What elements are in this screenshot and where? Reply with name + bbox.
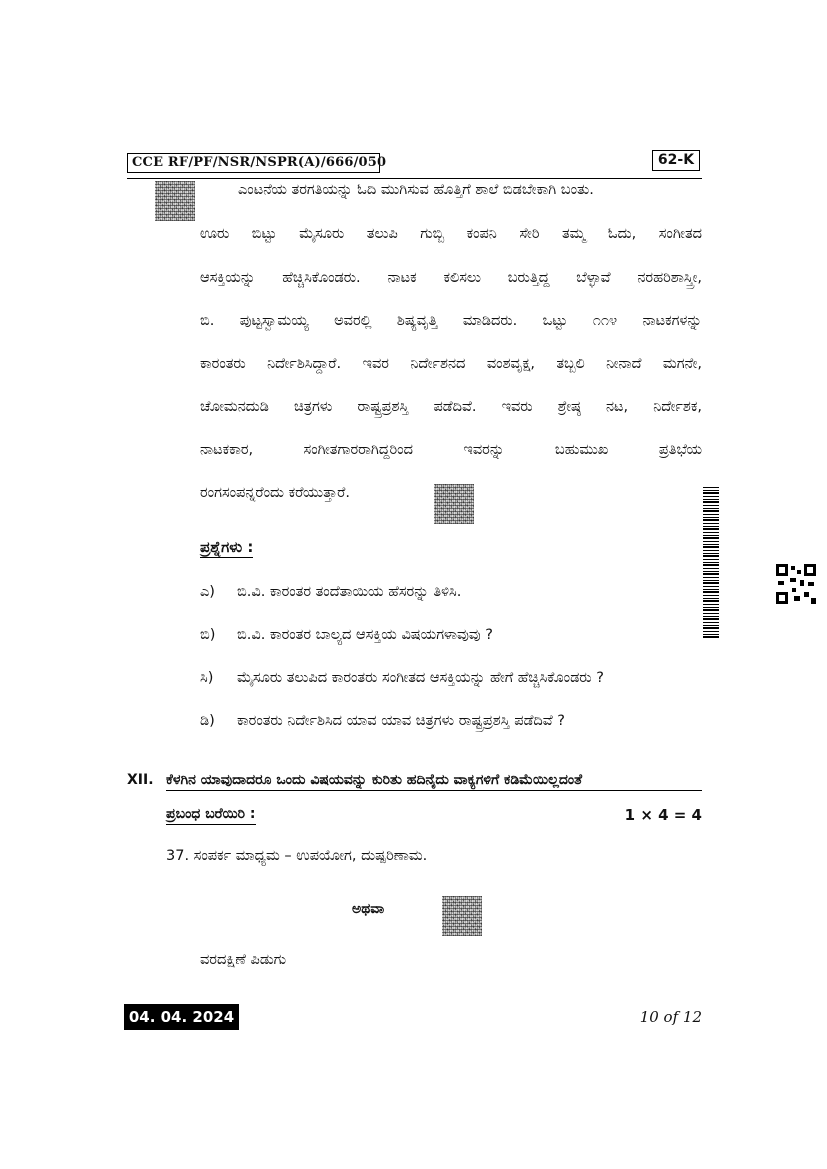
passage-line-5: ಕಾರಂತರು ನಿರ್ದೇಶಿಸಿದ್ದಾರೆ. ಇವರ ನಿರ್ದೇಶನದ ವಂಶವೃಕ್ಷ, ತಬ್ಬಲಿ ನೀನಾದೆ ಮಗನೇ, — [200, 356, 702, 372]
question-label-a: ಎ) — [200, 584, 215, 600]
exam-code: CCE RF/PF/NSR/NSPR(A)/666/050 — [127, 153, 380, 173]
question-text-c: ಮೈಸೂರು ತಲುಪಿದ ಕಾರಂತರು ಸಂಗೀತದ ಆಸಕ್ತಿಯನ್ನು ಹೇಗೆ ಹೆಚ್ಚಿಸಿಕೊಂಡರು ? — [237, 670, 604, 686]
exam-date: 04. 04. 2024 — [124, 1004, 239, 1030]
section-title-cont: ಪ್ರಬಂಧ ಬರೆಯಿರಿ : — [166, 806, 256, 825]
question-label-c: ಸಿ) — [200, 670, 214, 686]
passage-line-8: ರಂಗಸಂಪನ್ನರೆಂದು ಕರೆಯುತ್ತಾರೆ. — [200, 485, 350, 501]
passage-line-2: ಊರು ಬಿಟ್ಟು ಮೈಸೂರು ತಲುಪಿ ಗುಬ್ಬಿ ಕಂಪನಿ ಸೇರಿ ತಮ್ಮ ಓದು, ಸಂಗೀತದ — [200, 226, 702, 242]
question-text-b: ಬಿ.ವಿ. ಕಾರಂತರ ಬಾಲ್ಯದ ಆಸಕ್ತಿಯ ವಿಷಯಗಳಾವುವು ? — [237, 627, 493, 643]
question-text-d: ಕಾರಂತರು ನಿರ್ದೇಶಿಸಿದ ಯಾವ ಯಾವ ಚಿತ್ರಗಳು ರಾಷ್ಟ್ರಪ್ರಶಸ್ತಿ ಪಡೆದಿವೆ ? — [237, 713, 565, 729]
section-title: ಕೆಳಗಿನ ಯಾವುದಾದರೂ ಒಂದು ವಿಷಯವನ್ನು ಕುರಿತು ಹದಿನೈದು ವಾಕ್ಯಗಳಿಗೆ ಕಡಿಮೆಯಿಲ್ಲದಂತೆ — [166, 772, 702, 791]
question-text-a: ಬಿ.ವಿ. ಕಾರಂತರ ತಂದೆತಾಯಿಯ ಹೆಸರನ್ನು ತಿಳಿಸಿ. — [237, 584, 462, 600]
question-label-b: ಬಿ) — [200, 627, 216, 643]
or-label: ಅಥವಾ — [352, 901, 385, 917]
section-marks: 1 × 4 = 4 — [624, 806, 702, 824]
passage-line-3: ಆಸಕ್ತಿಯನ್ನು ಹೆಚ್ಚಿಸಿಕೊಂಡರು. ನಾಟಕ ಕಲಿಸಲು ಬರುತ್ತಿದ್ದ ಬೆಳ್ಳಾವೆ ನರಹರಿಶಾಸ್ತ್ರೀ, — [200, 270, 702, 286]
page-number: 10 of 12 — [639, 1008, 702, 1026]
noise-stamp-top — [155, 181, 195, 221]
paper-code: 62-K — [652, 150, 700, 171]
qr-code-graphic — [776, 564, 816, 604]
section-number: XII. — [127, 772, 154, 788]
questions-heading: ಪ್ರಶ್ನೆಗಳು : — [200, 538, 254, 556]
question-label-d: ಡಿ) — [200, 713, 215, 729]
passage-line-6: ಚೋಮನದುಡಿ ಚಿತ್ರಗಳು ರಾಷ್ಟ್ರಪ್ರಶಸ್ತಿ ಪಡೆದಿವೆ. ಇವರು ಶ್ರೇಷ್ಠ ನಟ, ನಿರ್ದೇಶಕ, — [200, 399, 702, 415]
passage-line-7: ನಾಟಕಕಾರ, ಸಂಗೀತಗಾರರಾಗಿದ್ದರಿಂದ ಇವರನ್ನು ಬಹುಮುಖ ಪ್ರತಿಭೆಯ — [200, 442, 702, 458]
barcode-graphic — [703, 487, 719, 638]
passage-line-4: ಬಿ. ಪುಟ್ಟಸ್ವಾಮಯ್ಯ ಅವರಲ್ಲಿ ಶಿಷ್ಯವೃತ್ತಿ ಮಾಡಿದರು. ಒಟ್ಟು ೧೧೪ ನಾಟಕಗಳನ್ನು — [200, 313, 702, 329]
essay-topic-37: 37. ಸಂಪರ್ಕ ಮಾಧ್ಯಮ – ಉಪಯೋಗ, ದುಷ್ಪರಿಣಾಮ. — [166, 848, 428, 864]
noise-stamp-bottom — [442, 896, 482, 936]
header-rule — [127, 178, 702, 179]
essay-topic-alternative: ವರದಕ್ಷಿಣೆ ಪಿಡುಗು — [200, 952, 287, 968]
passage-line-1: ಎಂಟನೆಯ ತರಗತಿಯನ್ನು ಓದಿ ಮುಗಿಸುವ ಹೊತ್ತಿಗೆ ಶಾಲೆ ಬಿಡಬೇಕಾಗಿ ಬಂತು. — [238, 182, 594, 198]
